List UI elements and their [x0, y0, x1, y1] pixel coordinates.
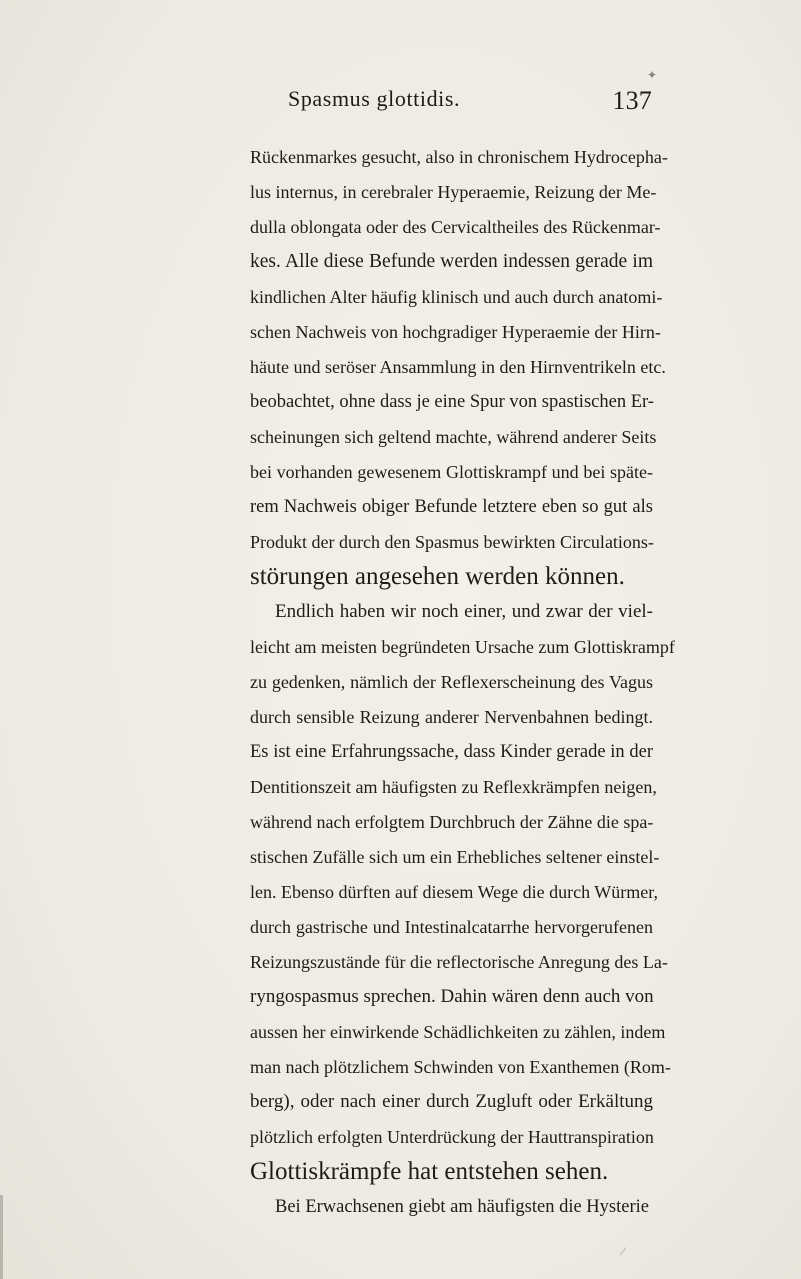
- text-line: kes. Alle diese Befunde werden indessen gerade im: [250, 251, 653, 272]
- text-line: berg), oder nach einer durch Zugluft oder Erkältung: [250, 1091, 653, 1112]
- text-line: durch gastrische und Intestinalcatarrhe hervorgerufenen: [250, 917, 653, 937]
- text-line: stischen Zufälle sich um ein Erhebliches seltener einstel-: [250, 847, 660, 867]
- print-speck: ✦: [647, 68, 658, 82]
- text-line: ryngospasmus sprechen. Dahin wären denn auch von: [250, 986, 654, 1007]
- text-line: rem Nachweis obiger Befunde letztere eben so gut als: [250, 497, 653, 517]
- text-line: aussen her einwirkende Schädlichkeiten zu zählen, indem: [250, 1022, 666, 1042]
- running-head: [288, 86, 652, 118]
- page-edge: [0, 1195, 3, 1279]
- text-line: leicht am meisten begründeten Ursache zum Glottiskrampf: [250, 637, 675, 657]
- text-line: beobachtet, ohne dass je eine Spur von spastischen Er-: [250, 392, 654, 412]
- text-line: lus internus, in cerebraler Hyperaemie, Reizung der Me-: [250, 182, 657, 202]
- text-line: Rückenmarkes gesucht, also in chronischem Hydrocepha-: [250, 147, 668, 167]
- text-line: Reizungszustände für die reflectorische Anregung des La-: [250, 952, 668, 972]
- text-line: man nach plötzlichem Schwinden von Exanthemen (Rom-: [250, 1057, 671, 1077]
- text-line: dulla oblongata oder des Cervicaltheiles des Rückenmar-: [250, 217, 661, 237]
- page-number: 137: [612, 86, 652, 115]
- text-line: Endlich haben wir noch einer, und zwar der viel-: [275, 601, 653, 622]
- text-line: Dentitionszeit am häufigsten zu Reflexkrämpfen neigen,: [250, 777, 657, 797]
- running-title: Spasmus glottidis.: [288, 86, 461, 111]
- text-line: Es ist eine Erfahrungssache, dass Kinder gerade in der: [250, 742, 653, 762]
- text-line: kindlichen Alter häufig klinisch und auch durch anatomi-: [250, 287, 663, 307]
- text-line: schen Nachweis von hochgradiger Hyperaemie der Hirn-: [250, 322, 661, 342]
- text-line: len. Ebenso dürften auf diesem Wege die durch Würmer,: [250, 882, 659, 902]
- text-line: Bei Erwachsenen giebt am häufigsten die Hysterie: [275, 1197, 649, 1217]
- text-line: störungen angesehen werden können.: [250, 563, 625, 590]
- text-line: während nach erfolgtem Durchbruch der Zähne die spa-: [250, 812, 654, 832]
- text-line: scheinungen sich geltend machte, während anderer Seits: [250, 427, 657, 447]
- text-line: Glottiskrämpfe hat entstehen sehen.: [250, 1158, 609, 1185]
- print-speck: ⁄: [622, 1244, 625, 1258]
- text-line: plötzlich erfolgten Unterdrückung der Hauttranspiration: [250, 1127, 654, 1147]
- text-line: bei vorhanden gewesenem Glottiskrampf und bei späte-: [250, 462, 653, 482]
- text-line: durch sensible Reizung anderer Nervenbahnen bedingt.: [250, 707, 653, 727]
- text-line: häute und seröser Ansammlung in den Hirnventrikeln etc.: [250, 357, 666, 377]
- text-line: zu gedenken, nämlich der Reflexerscheinung des Vagus: [250, 672, 653, 692]
- text-line: Produkt der durch den Spasmus bewirkten Circulations-: [250, 532, 654, 552]
